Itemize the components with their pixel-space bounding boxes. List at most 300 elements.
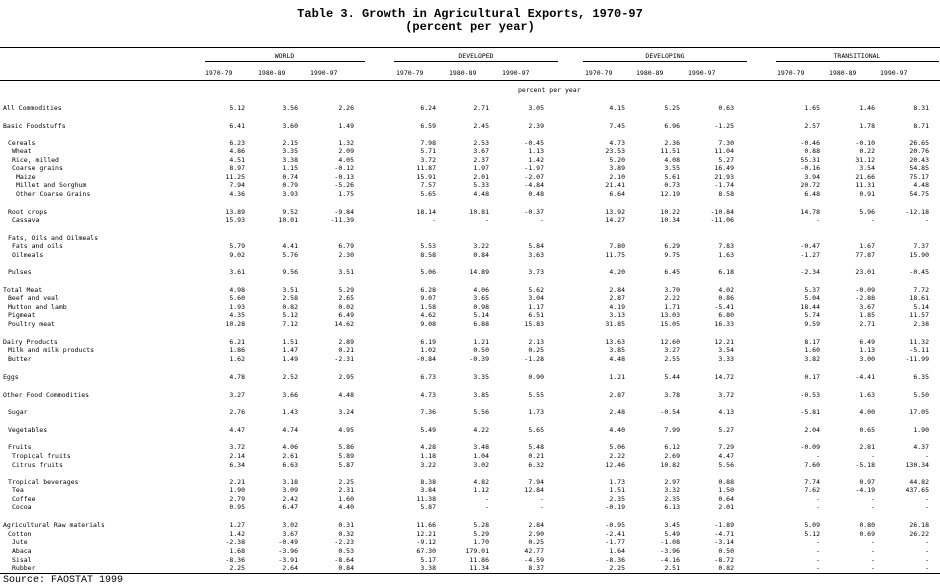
cell-value: 1.90	[913, 426, 929, 434]
cell-value: 2.10	[609, 173, 625, 181]
cell-value: 3.54	[859, 164, 875, 172]
cell-value: 5.86	[338, 443, 354, 451]
cell-value: 0.88	[718, 478, 734, 486]
cell-value: 3.27	[229, 391, 245, 399]
cell-value: 0.17	[804, 373, 820, 381]
row-label: Total Meat	[3, 286, 43, 294]
cell-value: 3.13	[609, 311, 625, 319]
cell-value: 3.18	[282, 478, 298, 486]
group-rule-world	[205, 61, 365, 62]
cell-value: 2.26	[338, 104, 354, 112]
group-header-developing: DEVELOPING	[645, 52, 685, 60]
cell-value: 10.34	[660, 216, 680, 224]
cell-value: 0.50	[718, 547, 734, 555]
cell-value: 5.14	[473, 311, 489, 319]
table-row	[0, 461, 940, 470]
cell-value: 5.48	[528, 443, 544, 451]
cell-value: 3.38	[420, 564, 436, 572]
cell-value: 4.86	[229, 147, 245, 155]
cell-value: 2.42	[282, 495, 298, 503]
cell-value: -8.36	[605, 556, 625, 564]
cell-value: 0.50	[473, 346, 489, 354]
column-header: 1970-79	[396, 69, 424, 77]
row-label: Basic Foodstuffs	[3, 122, 66, 130]
cell-value: 4.20	[609, 268, 625, 276]
cell-value: 11.31	[855, 181, 875, 189]
cell-value: 2.81	[859, 443, 875, 451]
cell-value: 0.95	[229, 503, 245, 511]
cell-value: 8.37	[528, 564, 544, 572]
cell-value: 2.71	[859, 320, 875, 328]
cell-value: -0.54	[660, 408, 680, 416]
column-header: 1990-97	[880, 69, 908, 77]
cell-value: 14.72	[714, 373, 734, 381]
cell-value: 75.17	[909, 173, 929, 181]
cell-value: -	[540, 216, 544, 224]
cell-value: 4.08	[664, 156, 680, 164]
cell-value: 6.64	[609, 190, 625, 198]
cell-value: 0.74	[282, 173, 298, 181]
cell-value: 4.98	[229, 286, 245, 294]
row-label: Coarse grains	[12, 164, 63, 172]
cell-value: 5.12	[282, 311, 298, 319]
cell-value: 7.60	[804, 461, 820, 469]
table-row	[0, 216, 940, 225]
row-label: Root crops	[8, 208, 48, 216]
cell-value: 2.37	[473, 156, 489, 164]
cell-value: 12.21	[416, 530, 436, 538]
cell-value: 8.97	[229, 164, 245, 172]
cell-value: -9.12	[416, 538, 436, 546]
cell-value: 5.29	[338, 286, 354, 294]
cell-value: 2.22	[664, 294, 680, 302]
cell-value: 0.84	[338, 564, 354, 572]
cell-value: 11.57	[909, 311, 929, 319]
cell-value: 1.75	[338, 190, 354, 198]
cell-value: 1.93	[229, 303, 245, 311]
table-row	[0, 104, 940, 113]
cell-value: 2.69	[664, 452, 680, 460]
group-header-world: WORLD	[274, 52, 295, 60]
cell-value: 77.87	[855, 251, 875, 259]
row-label: Mutton and lamb	[8, 303, 67, 311]
cell-value: -	[432, 216, 436, 224]
cell-value: 4.48	[473, 190, 489, 198]
cell-value: 0.32	[338, 530, 354, 538]
group-rule-developing	[583, 61, 747, 62]
cell-value: -	[540, 495, 544, 503]
row-label: Pigmeat	[8, 311, 36, 319]
table-row	[0, 564, 940, 573]
cell-value: 3.84	[420, 486, 436, 494]
cell-value: 6.32	[528, 461, 544, 469]
cell-value: -	[925, 503, 929, 511]
cell-value: -0.53	[800, 391, 820, 399]
cell-value: 3.32	[664, 486, 680, 494]
cell-value: 6.21	[229, 338, 245, 346]
cell-value: 0.84	[473, 251, 489, 259]
cell-value: 5.60	[229, 294, 245, 302]
cell-value: 5.06	[609, 443, 625, 451]
cell-value: 5.28	[473, 521, 489, 529]
row-label: Fats, Oils and Oilmeals	[8, 234, 99, 242]
cell-value: 44.82	[909, 478, 929, 486]
cell-value: 4.06	[473, 286, 489, 294]
cell-value: 3.85	[609, 346, 625, 354]
cell-value: 9.75	[664, 251, 680, 259]
cell-value: 11.51	[660, 147, 680, 155]
cell-value: 5.71	[420, 147, 436, 155]
cell-value: -2.88	[855, 294, 875, 302]
cell-value: 3.67	[859, 303, 875, 311]
row-label: Citrus fruits	[12, 461, 63, 469]
cell-value: 437.65	[905, 486, 929, 494]
cell-value: 0.82	[282, 303, 298, 311]
row-label: Tropical fruits	[12, 452, 71, 460]
cell-value: 3.67	[282, 530, 298, 538]
cell-value: 2.35	[664, 495, 680, 503]
cell-value: -5.26	[334, 181, 354, 189]
top-rule	[0, 47, 940, 48]
cell-value: 1.64	[609, 547, 625, 555]
row-label: Dairy Products	[3, 338, 58, 346]
cell-value: 6.28	[420, 286, 436, 294]
row-label: Maize	[16, 173, 36, 181]
cell-value: 0.69	[859, 530, 875, 538]
cell-value: -0.95	[605, 521, 625, 529]
cell-value: 5.37	[804, 286, 820, 294]
cell-value: 6.80	[718, 311, 734, 319]
table-row	[0, 320, 940, 329]
cell-value: 1.27	[229, 521, 245, 529]
cell-value: 14.27	[605, 216, 625, 224]
cell-value: 4.74	[282, 426, 298, 434]
cell-value: 4.19	[609, 303, 625, 311]
cell-value: -2.34	[800, 268, 820, 276]
cell-value: 3.02	[282, 521, 298, 529]
cell-value: 5.62	[528, 286, 544, 294]
row-label: Cotton	[8, 530, 32, 538]
cell-value: 7.98	[420, 139, 436, 147]
cell-value: 3.66	[282, 391, 298, 399]
cell-value: 1.18	[420, 452, 436, 460]
row-label: Other Food Commodities	[3, 391, 90, 399]
row-label: Oilmeals	[12, 251, 44, 259]
row-label: Cereals	[8, 139, 36, 147]
cell-value: 20.72	[800, 181, 820, 189]
cell-value: 2.31	[338, 486, 354, 494]
cell-value: -	[925, 556, 929, 564]
cell-value: 11.87	[416, 164, 436, 172]
cell-value: 8.31	[913, 104, 929, 112]
cell-value: -2.41	[605, 530, 625, 538]
cell-value: 11.25	[225, 173, 245, 181]
cell-value: 11.34	[469, 564, 489, 572]
cell-value: -2.07	[524, 173, 544, 181]
cell-value: 5.09	[804, 521, 820, 529]
cell-value: -0.45	[909, 268, 929, 276]
cell-value: 1.70	[473, 538, 489, 546]
cell-value: 7.62	[804, 486, 820, 494]
cell-value: 3.55	[664, 164, 680, 172]
cell-value: 5.29	[473, 530, 489, 538]
cell-value: 1.68	[229, 547, 245, 555]
cell-value: 2.55	[664, 355, 680, 363]
cell-value: 0.82	[718, 564, 734, 572]
cell-value: 3.05	[528, 104, 544, 112]
cell-value: 54.85	[909, 164, 929, 172]
cell-value: -	[540, 503, 544, 511]
table-row	[0, 538, 940, 547]
cell-value: 11.75	[605, 251, 625, 259]
cell-value: 1.65	[804, 104, 820, 112]
cell-value: 13.92	[605, 208, 625, 216]
cell-value: 6.49	[338, 311, 354, 319]
cell-value: 11.66	[416, 521, 436, 529]
cell-value: -2.38	[225, 538, 245, 546]
cell-value: -4.59	[524, 556, 544, 564]
cell-value: 4.82	[473, 478, 489, 486]
cell-value: -	[816, 547, 820, 555]
cell-value: 5.87	[420, 503, 436, 511]
column-header: 1980-89	[449, 69, 477, 77]
cell-value: 5.53	[420, 242, 436, 250]
cell-value: 1.60	[338, 495, 354, 503]
cell-value: 6.13	[664, 503, 680, 511]
cell-value: 5.06	[420, 268, 436, 276]
cell-value: 0.88	[804, 147, 820, 155]
cell-value: 3.51	[338, 268, 354, 276]
cell-value: 2.25	[609, 564, 625, 572]
cell-value: 10.01	[278, 216, 298, 224]
cell-value: 8.38	[420, 478, 436, 486]
cell-value: 18.14	[416, 208, 436, 216]
cell-value: 2.51	[664, 564, 680, 572]
cell-value: 2.87	[609, 391, 625, 399]
cell-value: 10.28	[225, 320, 245, 328]
cell-value: 7.37	[913, 242, 929, 250]
cell-value: 2.90	[528, 530, 544, 538]
cell-value: 5.20	[609, 156, 625, 164]
cell-value: 6.48	[804, 190, 820, 198]
cell-value: 7.74	[804, 478, 820, 486]
row-label: Vegetables	[8, 426, 48, 434]
cell-value: 0.25	[528, 538, 544, 546]
table-row	[0, 452, 940, 461]
cell-value: 1.17	[528, 303, 544, 311]
cell-value: 0.65	[859, 426, 875, 434]
cell-value: -3.96	[278, 547, 298, 555]
cell-value: 3.35	[473, 373, 489, 381]
table-row	[0, 122, 940, 131]
cell-value: -	[871, 564, 875, 572]
unit-label: percent per year	[518, 86, 581, 94]
cell-value: 1.71	[664, 303, 680, 311]
title-line-1: Table 3. Growth in Agricultural Exports, 1970-97	[297, 7, 643, 21]
cell-value: 1.51	[609, 486, 625, 494]
group-header-developed: DEVELOPED	[458, 52, 494, 60]
cell-value: 4.48	[913, 181, 929, 189]
cell-value: 3.54	[718, 346, 734, 354]
cell-value: -	[485, 495, 489, 503]
cell-value: 0.25	[528, 346, 544, 354]
cell-value: 2.61	[282, 452, 298, 460]
cell-value: 7.57	[420, 181, 436, 189]
cell-value: 2.87	[609, 294, 625, 302]
cell-value: -1.97	[524, 164, 544, 172]
cell-value: 1.21	[609, 373, 625, 381]
table-row	[0, 181, 940, 190]
cell-value: -9.84	[334, 208, 354, 216]
cell-value: 4.48	[338, 391, 354, 399]
cell-value: 1.63	[718, 251, 734, 259]
cell-value: 3.85	[473, 391, 489, 399]
cell-value: 0.31	[338, 521, 354, 529]
cell-value: 6.23	[229, 139, 245, 147]
cell-value: -0.47	[800, 242, 820, 250]
cell-value: 0.97	[859, 478, 875, 486]
cell-value: 3.72	[420, 156, 436, 164]
row-label: Rubber	[12, 564, 36, 572]
row-label: Sisal	[12, 556, 32, 564]
cell-value: 5.49	[420, 426, 436, 434]
cell-value: 1.32	[338, 139, 354, 147]
cell-value: -	[925, 495, 929, 503]
cell-value: 0.73	[664, 181, 680, 189]
cell-value: 2.15	[282, 139, 298, 147]
cell-value: 10.81	[469, 208, 489, 216]
cell-value: 2.21	[229, 478, 245, 486]
cell-value: 3.22	[420, 461, 436, 469]
cell-value: -5.41	[714, 303, 734, 311]
cell-value: 4.47	[718, 452, 734, 460]
table-row	[0, 547, 940, 556]
cell-value: -4.71	[714, 530, 734, 538]
cell-value: 5.49	[664, 530, 680, 538]
row-label: Poultry meat	[8, 320, 55, 328]
cell-value: 6.34	[229, 461, 245, 469]
cell-value: 2.64	[282, 564, 298, 572]
cell-value: 5.33	[473, 181, 489, 189]
cell-value: 6.29	[664, 242, 680, 250]
cell-value: 3.24	[338, 408, 354, 416]
cell-value: 20.76	[909, 147, 929, 155]
cell-value: 2.52	[282, 373, 298, 381]
cell-value: -	[816, 564, 820, 572]
cell-value: 2.84	[528, 521, 544, 529]
cell-value: 3.02	[473, 461, 489, 469]
cell-value: 0.90	[528, 373, 544, 381]
cell-value: 12.46	[605, 461, 625, 469]
cell-value: 3.48	[473, 443, 489, 451]
cell-value: 5.04	[804, 294, 820, 302]
group-header-transitional: TRANSITIONAL	[833, 52, 881, 60]
cell-value: -0.10	[855, 139, 875, 147]
cell-value: 2.79	[229, 495, 245, 503]
cell-value: -	[816, 556, 820, 564]
cell-value: -12.18	[905, 208, 929, 216]
cell-value: 7.12	[282, 320, 298, 328]
cell-value: 6.88	[473, 320, 489, 328]
table-row	[0, 251, 940, 260]
cell-value: 16.49	[714, 164, 734, 172]
cell-value: 2.95	[338, 373, 354, 381]
table-row	[0, 426, 940, 435]
cell-value: -0.12	[334, 164, 354, 172]
cell-value: 5.27	[718, 426, 734, 434]
cell-value: -0.46	[800, 139, 820, 147]
row-label: Abaca	[12, 547, 32, 555]
cell-value: 0.63	[718, 104, 734, 112]
row-label: Fats and oils	[12, 242, 63, 250]
cell-value: 2.13	[528, 338, 544, 346]
cell-value: -4.84	[524, 181, 544, 189]
cell-value: 3.51	[282, 286, 298, 294]
cell-value: 12.60	[660, 338, 680, 346]
cell-value: 7.72	[913, 286, 929, 294]
cell-value: 15.90	[909, 251, 929, 259]
cell-value: 0.21	[338, 346, 354, 354]
cell-value: -	[816, 538, 820, 546]
cell-value: -0.09	[800, 443, 820, 451]
cell-value: 2.89	[338, 338, 354, 346]
cell-value: 4.78	[229, 373, 245, 381]
cell-value: 15.83	[524, 320, 544, 328]
cell-value: 21.66	[855, 173, 875, 181]
cell-value: 1.42	[229, 530, 245, 538]
cell-value: 3.78	[664, 391, 680, 399]
cell-value: 3.09	[282, 486, 298, 494]
cell-value: -	[816, 216, 820, 224]
cell-value: 3.63	[528, 251, 544, 259]
cell-value: -	[816, 452, 820, 460]
cell-value: 1.46	[859, 104, 875, 112]
column-header: 1980-89	[829, 69, 857, 77]
table-row	[0, 346, 940, 355]
cell-value: -2.31	[334, 355, 354, 363]
cell-value: 15.93	[225, 216, 245, 224]
row-label: Butter	[8, 355, 32, 363]
cell-value: 2.71	[473, 104, 489, 112]
cell-value: 2.25	[229, 564, 245, 572]
cell-value: 16.33	[714, 320, 734, 328]
cell-value: 7.36	[420, 408, 436, 416]
cell-value: 12.21	[714, 338, 734, 346]
cell-value: 1.58	[420, 303, 436, 311]
cell-value: 7.94	[229, 181, 245, 189]
cell-value: -	[925, 547, 929, 555]
cell-value: 5.55	[528, 391, 544, 399]
cell-value: -0.39	[469, 355, 489, 363]
cell-value: 7.83	[718, 242, 734, 250]
cell-value: 21.41	[605, 181, 625, 189]
cell-value: 31.12	[855, 156, 875, 164]
cell-value: 4.40	[609, 426, 625, 434]
cell-value: 4.02	[718, 286, 734, 294]
cell-value: 5.14	[913, 303, 929, 311]
cell-value: -0.37	[524, 208, 544, 216]
cell-value: -1.28	[524, 355, 544, 363]
cell-value: 9.56	[282, 268, 298, 276]
cell-value: 4.36	[229, 190, 245, 198]
row-label: Cassava	[12, 216, 40, 224]
cell-value: 11.04	[714, 147, 734, 155]
cell-value: 1.42	[528, 156, 544, 164]
row-label: Tropical beverages	[8, 478, 79, 486]
cell-value: -0.13	[334, 173, 354, 181]
cell-value: 5.27	[718, 156, 734, 164]
table-row	[0, 443, 940, 452]
